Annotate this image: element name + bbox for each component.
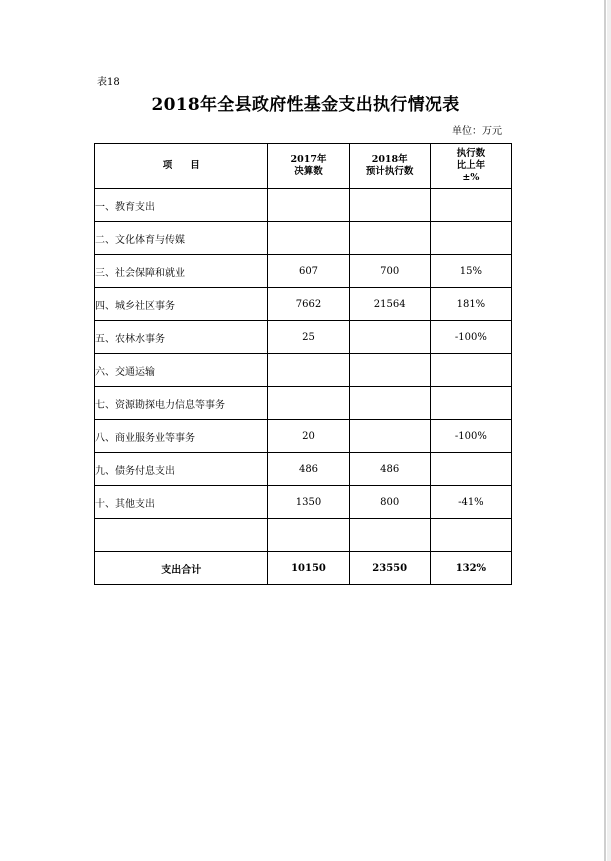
table-row <box>95 321 512 354</box>
row-estimate-2018 <box>349 387 430 420</box>
table-row <box>95 222 512 255</box>
row-item: 四、城乡社区事务 <box>95 288 268 321</box>
total-final-2017: 10150 <box>268 552 349 585</box>
row-change-pct <box>430 519 511 552</box>
row-final-2017: 1350 <box>268 486 349 519</box>
row-item: 五、农林水事务 <box>95 321 268 354</box>
row-item: 八、商业服务业等事务 <box>95 420 268 453</box>
row-estimate-2018 <box>349 420 430 453</box>
row-estimate-2018 <box>349 222 430 255</box>
row-change-pct <box>430 354 511 387</box>
row-final-2017 <box>268 519 349 552</box>
page-edge-shadow <box>604 0 606 861</box>
row-final-2017: 25 <box>268 321 349 354</box>
row-item: 十、其他支出 <box>95 486 268 519</box>
row-final-2017 <box>268 387 349 420</box>
row-change-pct <box>430 189 511 222</box>
row-change-pct: 15% <box>430 255 511 288</box>
row-estimate-2018 <box>349 354 430 387</box>
row-final-2017 <box>268 189 349 222</box>
header-final-2017-line2: 决算数 <box>294 166 323 177</box>
table-row <box>95 420 512 453</box>
header-item <box>95 144 268 189</box>
table-total-row <box>95 552 512 585</box>
expenditure-table <box>94 143 512 585</box>
total-estimate-2018: 23550 <box>349 552 430 585</box>
table-row <box>95 354 512 387</box>
table-row <box>95 255 512 288</box>
row-item: 二、文化体育与传媒 <box>95 222 268 255</box>
header-change-pct <box>430 144 511 189</box>
header-estimate-2018 <box>349 144 430 189</box>
row-estimate-2018 <box>349 519 430 552</box>
row-change-pct <box>430 387 511 420</box>
row-item: 九、债务付息支出 <box>95 453 268 486</box>
row-change-pct: -100% <box>430 321 511 354</box>
header-change-pct-line2: 比上年 <box>456 160 486 171</box>
row-estimate-2018: 700 <box>349 255 430 288</box>
row-final-2017: 7662 <box>268 288 349 321</box>
row-estimate-2018: 800 <box>349 486 430 519</box>
row-item: 六、交通运输 <box>95 354 268 387</box>
unit-label: 单位：万元 <box>452 126 502 137</box>
row-change-pct <box>430 453 511 486</box>
header-item-label: 项目 <box>162 160 218 171</box>
row-change-pct: -100% <box>430 420 511 453</box>
row-estimate-2018 <box>349 321 430 354</box>
table-row <box>95 453 512 486</box>
row-estimate-2018: 486 <box>349 453 430 486</box>
header-estimate-2018-line2: 预计执行数 <box>365 166 414 177</box>
row-item <box>95 519 268 552</box>
header-change-pct-line3: ±% <box>462 172 480 183</box>
row-estimate-2018: 21564 <box>349 288 430 321</box>
row-item: 七、资源勘探电力信息等事务 <box>95 387 268 420</box>
page-edge-shadow-outer <box>607 0 611 861</box>
table-row <box>95 288 512 321</box>
page-title: 2018年全县政府性基金支出执行情况表 <box>151 95 460 115</box>
table-row <box>95 387 512 420</box>
row-final-2017 <box>268 354 349 387</box>
row-final-2017: 20 <box>268 420 349 453</box>
total-label: 支出合计 <box>95 552 268 585</box>
header-final-2017-line1: 2017年 <box>290 154 327 165</box>
table-row-blank <box>95 519 512 552</box>
row-estimate-2018 <box>349 189 430 222</box>
header-final-2017 <box>268 144 349 189</box>
table-header-row <box>95 144 512 189</box>
table-row <box>95 486 512 519</box>
row-final-2017: 607 <box>268 255 349 288</box>
header-change-pct-line1: 执行数 <box>456 148 486 159</box>
row-item: 三、社会保障和就业 <box>95 255 268 288</box>
header-estimate-2018-line1: 2018年 <box>371 154 408 165</box>
row-change-pct: -41% <box>430 486 511 519</box>
row-change-pct: 181% <box>430 288 511 321</box>
table-number: 表18 <box>97 77 120 88</box>
row-final-2017: 486 <box>268 453 349 486</box>
total-change-pct: 132% <box>430 552 511 585</box>
row-final-2017 <box>268 222 349 255</box>
row-item: 一、教育支出 <box>95 189 268 222</box>
row-change-pct <box>430 222 511 255</box>
table-row <box>95 189 512 222</box>
